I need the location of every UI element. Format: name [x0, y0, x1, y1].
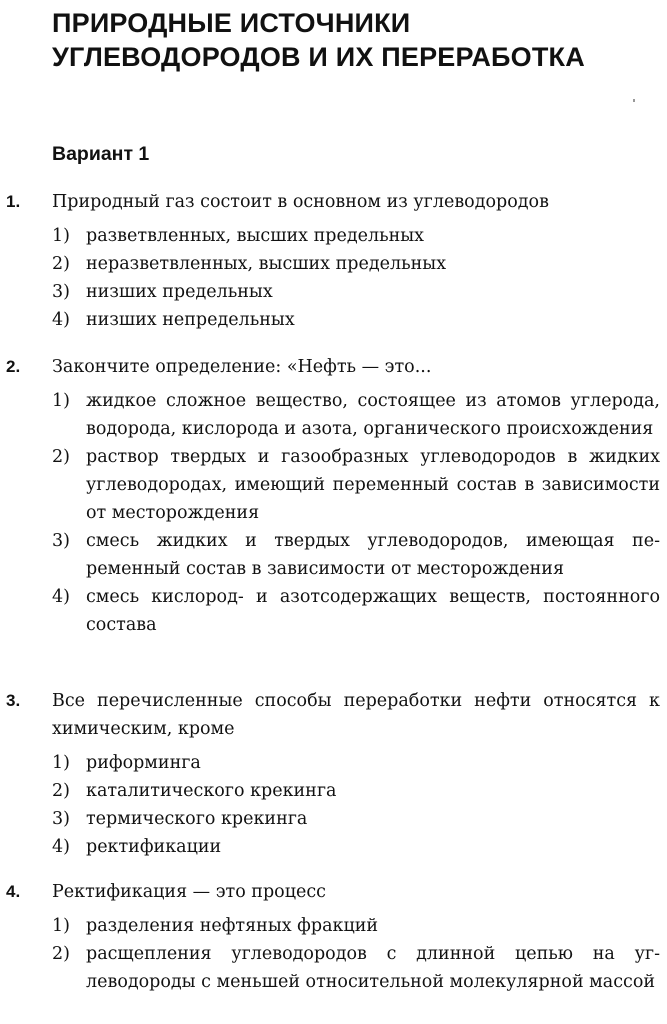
question-number: 2. — [6, 357, 21, 376]
option-text: жидкое сложное вещество, состоящее из атомов углерода, водорода, кислорода и азота, органического происхождения — [86, 391, 660, 439]
answer-option[interactable] — [52, 527, 660, 583]
option-number: 1) — [52, 391, 70, 411]
option-number: 1) — [52, 226, 70, 246]
question-number: 3. — [6, 691, 21, 710]
question-text: Закончите определение: «Нефть — это... — [52, 357, 432, 377]
answer-options — [52, 912, 660, 996]
option-text: разделения нефтяных фракций — [86, 916, 379, 936]
option-number: 3) — [52, 282, 70, 302]
page-title — [52, 6, 585, 74]
variant-heading: Вариант 1 — [52, 143, 150, 165]
question-number: 1. — [6, 192, 21, 211]
option-text: расщепления углеводородов с длинной цепью на углеводороды с меньшей относительной молекулярной массой — [86, 944, 660, 992]
option-text: низших предельных — [86, 282, 273, 302]
option-number: 2) — [52, 781, 70, 801]
question-text: Природный газ состоит в основном из углеводородов — [52, 192, 549, 212]
option-number: 2) — [52, 447, 70, 467]
answer-option[interactable] — [52, 583, 660, 639]
answer-option[interactable] — [52, 250, 660, 278]
option-number: 3) — [52, 809, 70, 829]
option-text: низших непредельных — [86, 310, 295, 330]
answer-option[interactable] — [52, 387, 660, 443]
option-number: 1) — [52, 916, 70, 936]
option-text: каталитического крекинга — [86, 781, 337, 801]
question-text: Ректификация — это процесс — [52, 882, 326, 902]
option-text: неразветвленных, высших предельных — [86, 254, 447, 274]
option-number: 4) — [52, 837, 70, 857]
answer-option[interactable] — [52, 912, 660, 940]
option-text: ректификации — [86, 837, 222, 857]
scan-mark — [633, 99, 635, 102]
option-number: 2) — [52, 944, 70, 964]
option-number: 4) — [52, 587, 70, 607]
answer-options — [52, 749, 660, 861]
answer-option[interactable] — [52, 278, 660, 306]
page-title-line-2: УГЛЕВОДОРОДОВ И ИХ ПЕРЕРАБОТКА — [52, 42, 585, 72]
option-number: 2) — [52, 254, 70, 274]
option-number: 1) — [52, 753, 70, 773]
option-text: риформинга — [86, 753, 201, 773]
option-text: смесь жидких и твердых углеводородов, имеющая переменный состав в зависимости от месторождения — [86, 531, 660, 579]
answer-option[interactable] — [52, 306, 660, 334]
answer-options — [52, 387, 660, 639]
answer-option[interactable] — [52, 833, 660, 861]
option-text: смесь кислород- и азотсодержащих веществ, постоянного состава — [86, 587, 660, 635]
question-text: Все перечисленные способы переработки нефти относятся к химическим, кроме — [52, 691, 660, 739]
answer-option[interactable] — [52, 940, 660, 996]
answer-option[interactable] — [52, 805, 660, 833]
option-number: 4) — [52, 310, 70, 330]
answer-option[interactable] — [52, 222, 660, 250]
answer-options — [52, 222, 660, 334]
question-number: 4. — [6, 882, 21, 901]
page-title-line-1: ПРИРОДНЫЕ ИСТОЧНИКИ — [52, 8, 411, 38]
option-number: 3) — [52, 531, 70, 551]
answer-option[interactable] — [52, 443, 660, 527]
answer-option[interactable] — [52, 777, 660, 805]
option-text: раствор твердых и газообразных углеводородов в жидких углеводородах, имеющий переменный состав в зависимости от месторождения — [86, 447, 660, 523]
answer-option[interactable] — [52, 749, 660, 777]
option-text: разветвленных, высших предельных — [86, 226, 425, 246]
option-text: термического крекинга — [86, 809, 308, 829]
